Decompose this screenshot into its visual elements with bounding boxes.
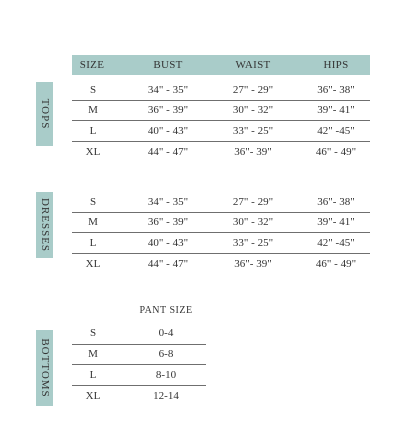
- size-cell: M: [88, 348, 98, 360]
- hips-cell: 46" - 49": [315, 146, 357, 158]
- size-cell: L: [89, 369, 97, 381]
- bust-cell: 44" - 47": [147, 258, 189, 270]
- pant-cell: 8-10: [155, 369, 177, 381]
- size-cell: S: [89, 327, 97, 339]
- pant-cell: 12-14: [153, 390, 179, 402]
- row-divider: [72, 385, 206, 386]
- size-cell: L: [89, 125, 97, 137]
- waist-cell: 36"- 39": [234, 146, 272, 158]
- bust-cell: 34" - 35": [147, 84, 189, 96]
- header-row: [72, 55, 370, 75]
- waist-cell: 27" - 29": [232, 196, 274, 208]
- bust-cell: 40" - 43": [147, 125, 189, 137]
- bottoms-tab: [36, 330, 53, 406]
- bust-cell: 34" - 35": [147, 196, 189, 208]
- size-cell: M: [88, 104, 98, 116]
- bust-cell: 44" - 47": [147, 146, 189, 158]
- row-divider: [72, 141, 370, 142]
- waist-cell: 33" - 25": [232, 125, 274, 137]
- size-cell: S: [89, 196, 97, 208]
- hips-cell: 36"- 38": [317, 196, 355, 208]
- hips-cell: 42" -45": [317, 237, 355, 249]
- hips-cell: 39"- 41": [317, 216, 355, 228]
- waist-cell: 30" - 32": [232, 216, 274, 228]
- bust-cell: 40" - 43": [147, 237, 189, 249]
- row-divider: [72, 253, 370, 254]
- bust-cell: 36" - 39": [147, 216, 189, 228]
- size-cell: M: [88, 216, 98, 228]
- waist-cell: 30" - 32": [232, 104, 274, 116]
- waist-cell: 33" - 25": [232, 237, 274, 249]
- header-hips: HIPS: [323, 59, 349, 71]
- size-cell: S: [89, 84, 97, 96]
- hips-cell: 39"- 41": [317, 104, 355, 116]
- size-cell: XL: [85, 258, 101, 270]
- row-divider: [72, 120, 370, 121]
- size-cell: XL: [85, 146, 101, 158]
- hips-cell: 46" - 49": [315, 258, 357, 270]
- row-divider: [72, 232, 370, 233]
- bottoms-tab-label: BOTTOMS: [38, 338, 51, 398]
- row-divider: [72, 212, 370, 213]
- pant-cell: 0-4: [158, 327, 174, 339]
- dresses-tab-label: DRESSES: [38, 197, 51, 253]
- header-bust: BUST: [153, 59, 183, 71]
- bust-cell: 36" - 39": [147, 104, 189, 116]
- row-divider: [72, 100, 370, 101]
- row-divider: [72, 344, 206, 345]
- tops-tab: [36, 82, 53, 146]
- waist-cell: 27" - 29": [232, 84, 274, 96]
- pant-size-title: PANT SIZE: [139, 305, 193, 316]
- waist-cell: 36"- 39": [234, 258, 272, 270]
- header-size: SIZE: [79, 59, 105, 71]
- hips-cell: 36"- 38": [317, 84, 355, 96]
- dresses-tab: [36, 192, 53, 258]
- tops-tab-label: TOPS: [38, 98, 51, 130]
- pant-cell: 6-8: [158, 348, 174, 360]
- hips-cell: 42" -45": [317, 125, 355, 137]
- size-cell: XL: [85, 390, 101, 402]
- header-waist: WAIST: [235, 59, 271, 71]
- size-cell: L: [89, 237, 97, 249]
- row-divider: [72, 364, 206, 365]
